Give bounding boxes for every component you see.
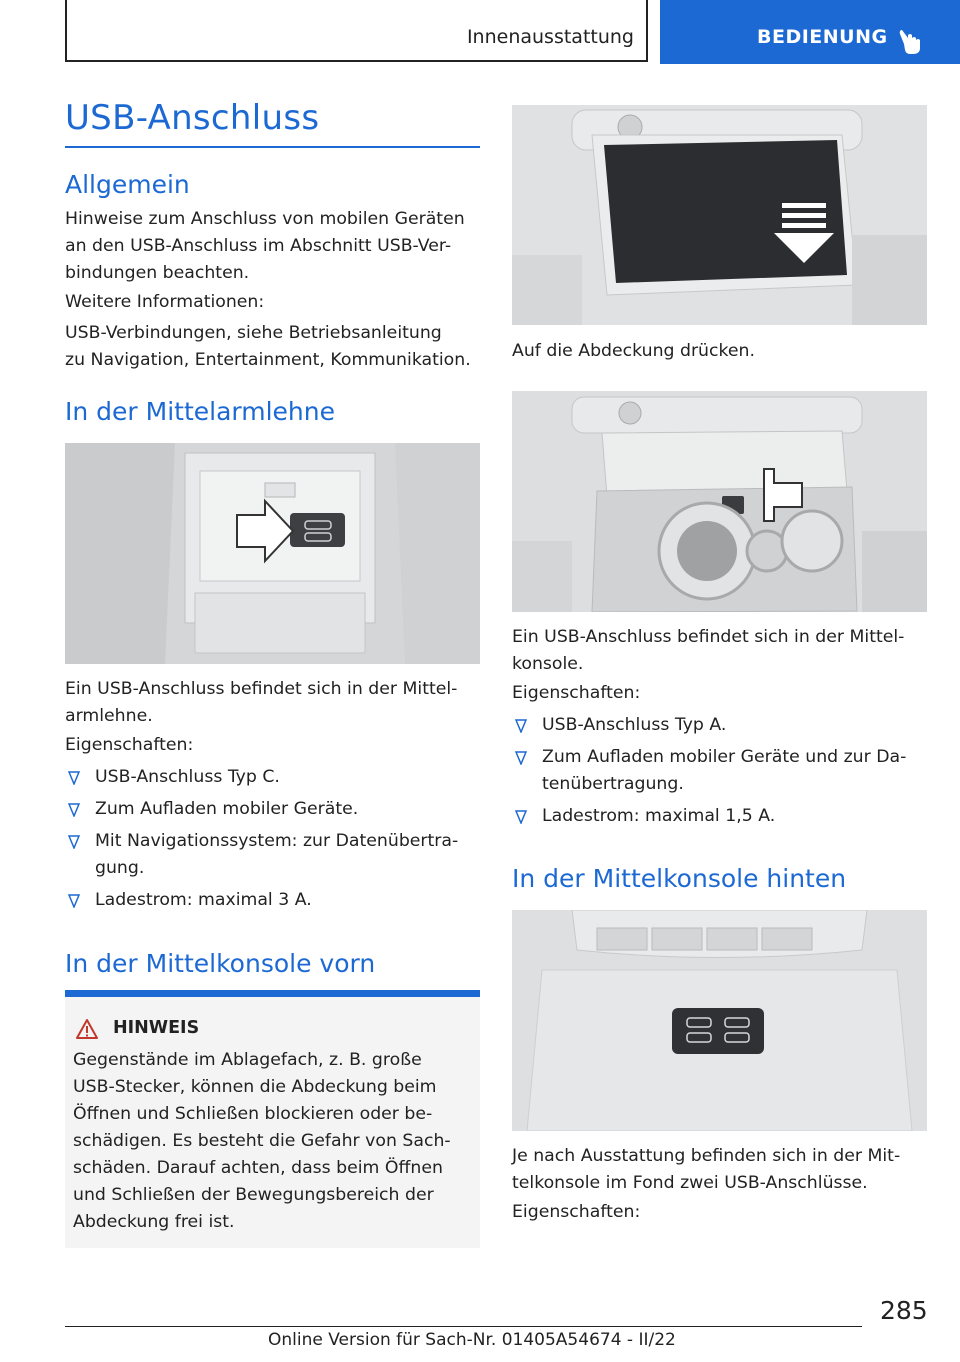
footer-online-version: Online Version für Sach-Nr. 01405A54674 - II/22 — [268, 1330, 676, 1350]
list-item — [65, 764, 480, 791]
notice-top-bar — [65, 990, 480, 997]
list-item — [512, 803, 927, 830]
text-line: Gegenstände im Ablagefach, z. B. große — [73, 1050, 422, 1070]
text-line: konsole. — [512, 654, 584, 674]
text-line: Ein USB-Anschluss befindet sich in der Mittel- — [65, 679, 458, 699]
paragraph-general-2: Weitere Informationen: — [65, 292, 265, 312]
text-line: bindungen beachten. — [65, 263, 250, 283]
header-section-title: Innenausstattung — [466, 26, 634, 48]
pointing-hand-icon — [898, 26, 924, 56]
list-item-text: Zum Aufladen mobiler Geräte. — [95, 799, 359, 819]
list-item — [65, 887, 480, 914]
list-item-text: USB-Anschluss Typ C. — [95, 767, 280, 787]
text-line: Hinweise zum Anschluss von mobilen Geräten — [65, 209, 465, 229]
list-item-text — [542, 744, 906, 798]
heading-allgemein: Allgemein — [65, 170, 190, 199]
header-chapter-tab — [660, 0, 960, 64]
list-item-text: Ladestrom: maximal 3 A. — [95, 890, 312, 910]
text-line: schäden. Darauf achten, dass beim Öffnen — [73, 1158, 443, 1178]
caption-armrest — [65, 676, 457, 730]
heading-mittelkonsole-vorn: In der Mittelkonsole vorn — [65, 949, 376, 978]
caption-rear — [512, 1143, 900, 1197]
triangle-bullet-icon — [515, 719, 527, 733]
paragraph-general-3 — [65, 320, 471, 374]
text-line: USB-Verbindungen, siehe Betriebsanleitung — [65, 323, 442, 343]
triangle-bullet-icon — [68, 894, 80, 908]
text-line: Mit Navigationssystem: zur Datenübertra- — [95, 831, 459, 851]
triangle-bullet-icon — [68, 835, 80, 849]
caption-console — [512, 624, 904, 678]
footer-divider — [65, 1326, 862, 1327]
list-item-text: Ladestrom: maximal 1,5 A. — [542, 806, 776, 826]
triangle-bullet-icon — [515, 810, 527, 824]
list-item — [512, 712, 927, 739]
text-line: Zum Aufladen mobiler Geräte und zur Da- — [542, 747, 907, 767]
text-line: zu Navigation, Entertainment, Kommunikation. — [65, 350, 471, 370]
warning-triangle-icon — [75, 1018, 99, 1040]
triangle-bullet-icon — [68, 771, 80, 785]
text-line: an den USB-Anschluss im Abschnitt USB-Ver- — [65, 236, 452, 256]
props-label-armrest: Eigenschaften: — [65, 735, 194, 755]
title-divider — [65, 146, 480, 148]
text-line: Abdeckung frei ist. — [73, 1212, 235, 1232]
triangle-bullet-icon — [515, 751, 527, 765]
text-line: tenübertragung. — [542, 774, 684, 794]
list-item-text — [95, 828, 458, 882]
text-line: telkonsole im Fond zwei USB-Anschlüsse. — [512, 1173, 868, 1193]
props-label-rear: Eigenschaften: — [512, 1202, 641, 1222]
page-title: USB-Anschluss — [65, 98, 320, 138]
text-line: und Schließen der Bewegungsbereich der — [73, 1185, 434, 1205]
header-chapter-label: BEDIENUNG — [757, 26, 888, 48]
console-usb-illustration — [512, 391, 927, 612]
page-number: 285 — [880, 1296, 928, 1325]
paragraph-general-1 — [65, 206, 465, 287]
rear-console-usb-illustration — [512, 910, 927, 1131]
header-section-box — [65, 0, 648, 62]
notice-text — [73, 1047, 473, 1236]
props-label-console: Eigenschaften: — [512, 683, 641, 703]
text-line: USB-Stecker, können die Abdeckung beim — [73, 1077, 437, 1097]
text-line: gung. — [95, 858, 145, 878]
cover-press-illustration — [512, 105, 927, 325]
triangle-bullet-icon — [68, 803, 80, 817]
list-item — [512, 744, 927, 798]
text-line: armlehne. — [65, 706, 153, 726]
notice-box — [65, 990, 480, 1248]
list-item — [65, 828, 480, 882]
caption-cover: Auf die Abdeckung drücken. — [512, 341, 755, 361]
text-line: Öffnen und Schließen blockieren oder be- — [73, 1104, 433, 1124]
text-line: Ein USB-Anschluss befindet sich in der Mittel- — [512, 627, 905, 647]
text-line: schädigen. Es besteht die Gefahr von Sach- — [73, 1131, 451, 1151]
notice-title: HINWEIS — [113, 1018, 200, 1038]
text-line: Je nach Ausstattung befinden sich in der Mit- — [512, 1146, 901, 1166]
heading-mittelkonsole-hinten: In der Mittelkonsole hinten — [512, 864, 847, 893]
list-item — [65, 796, 480, 823]
armrest-usb-illustration — [65, 443, 480, 664]
heading-mittelarmlehne: In der Mittelarmlehne — [65, 397, 335, 426]
list-item-text: USB-Anschluss Typ A. — [542, 715, 727, 735]
